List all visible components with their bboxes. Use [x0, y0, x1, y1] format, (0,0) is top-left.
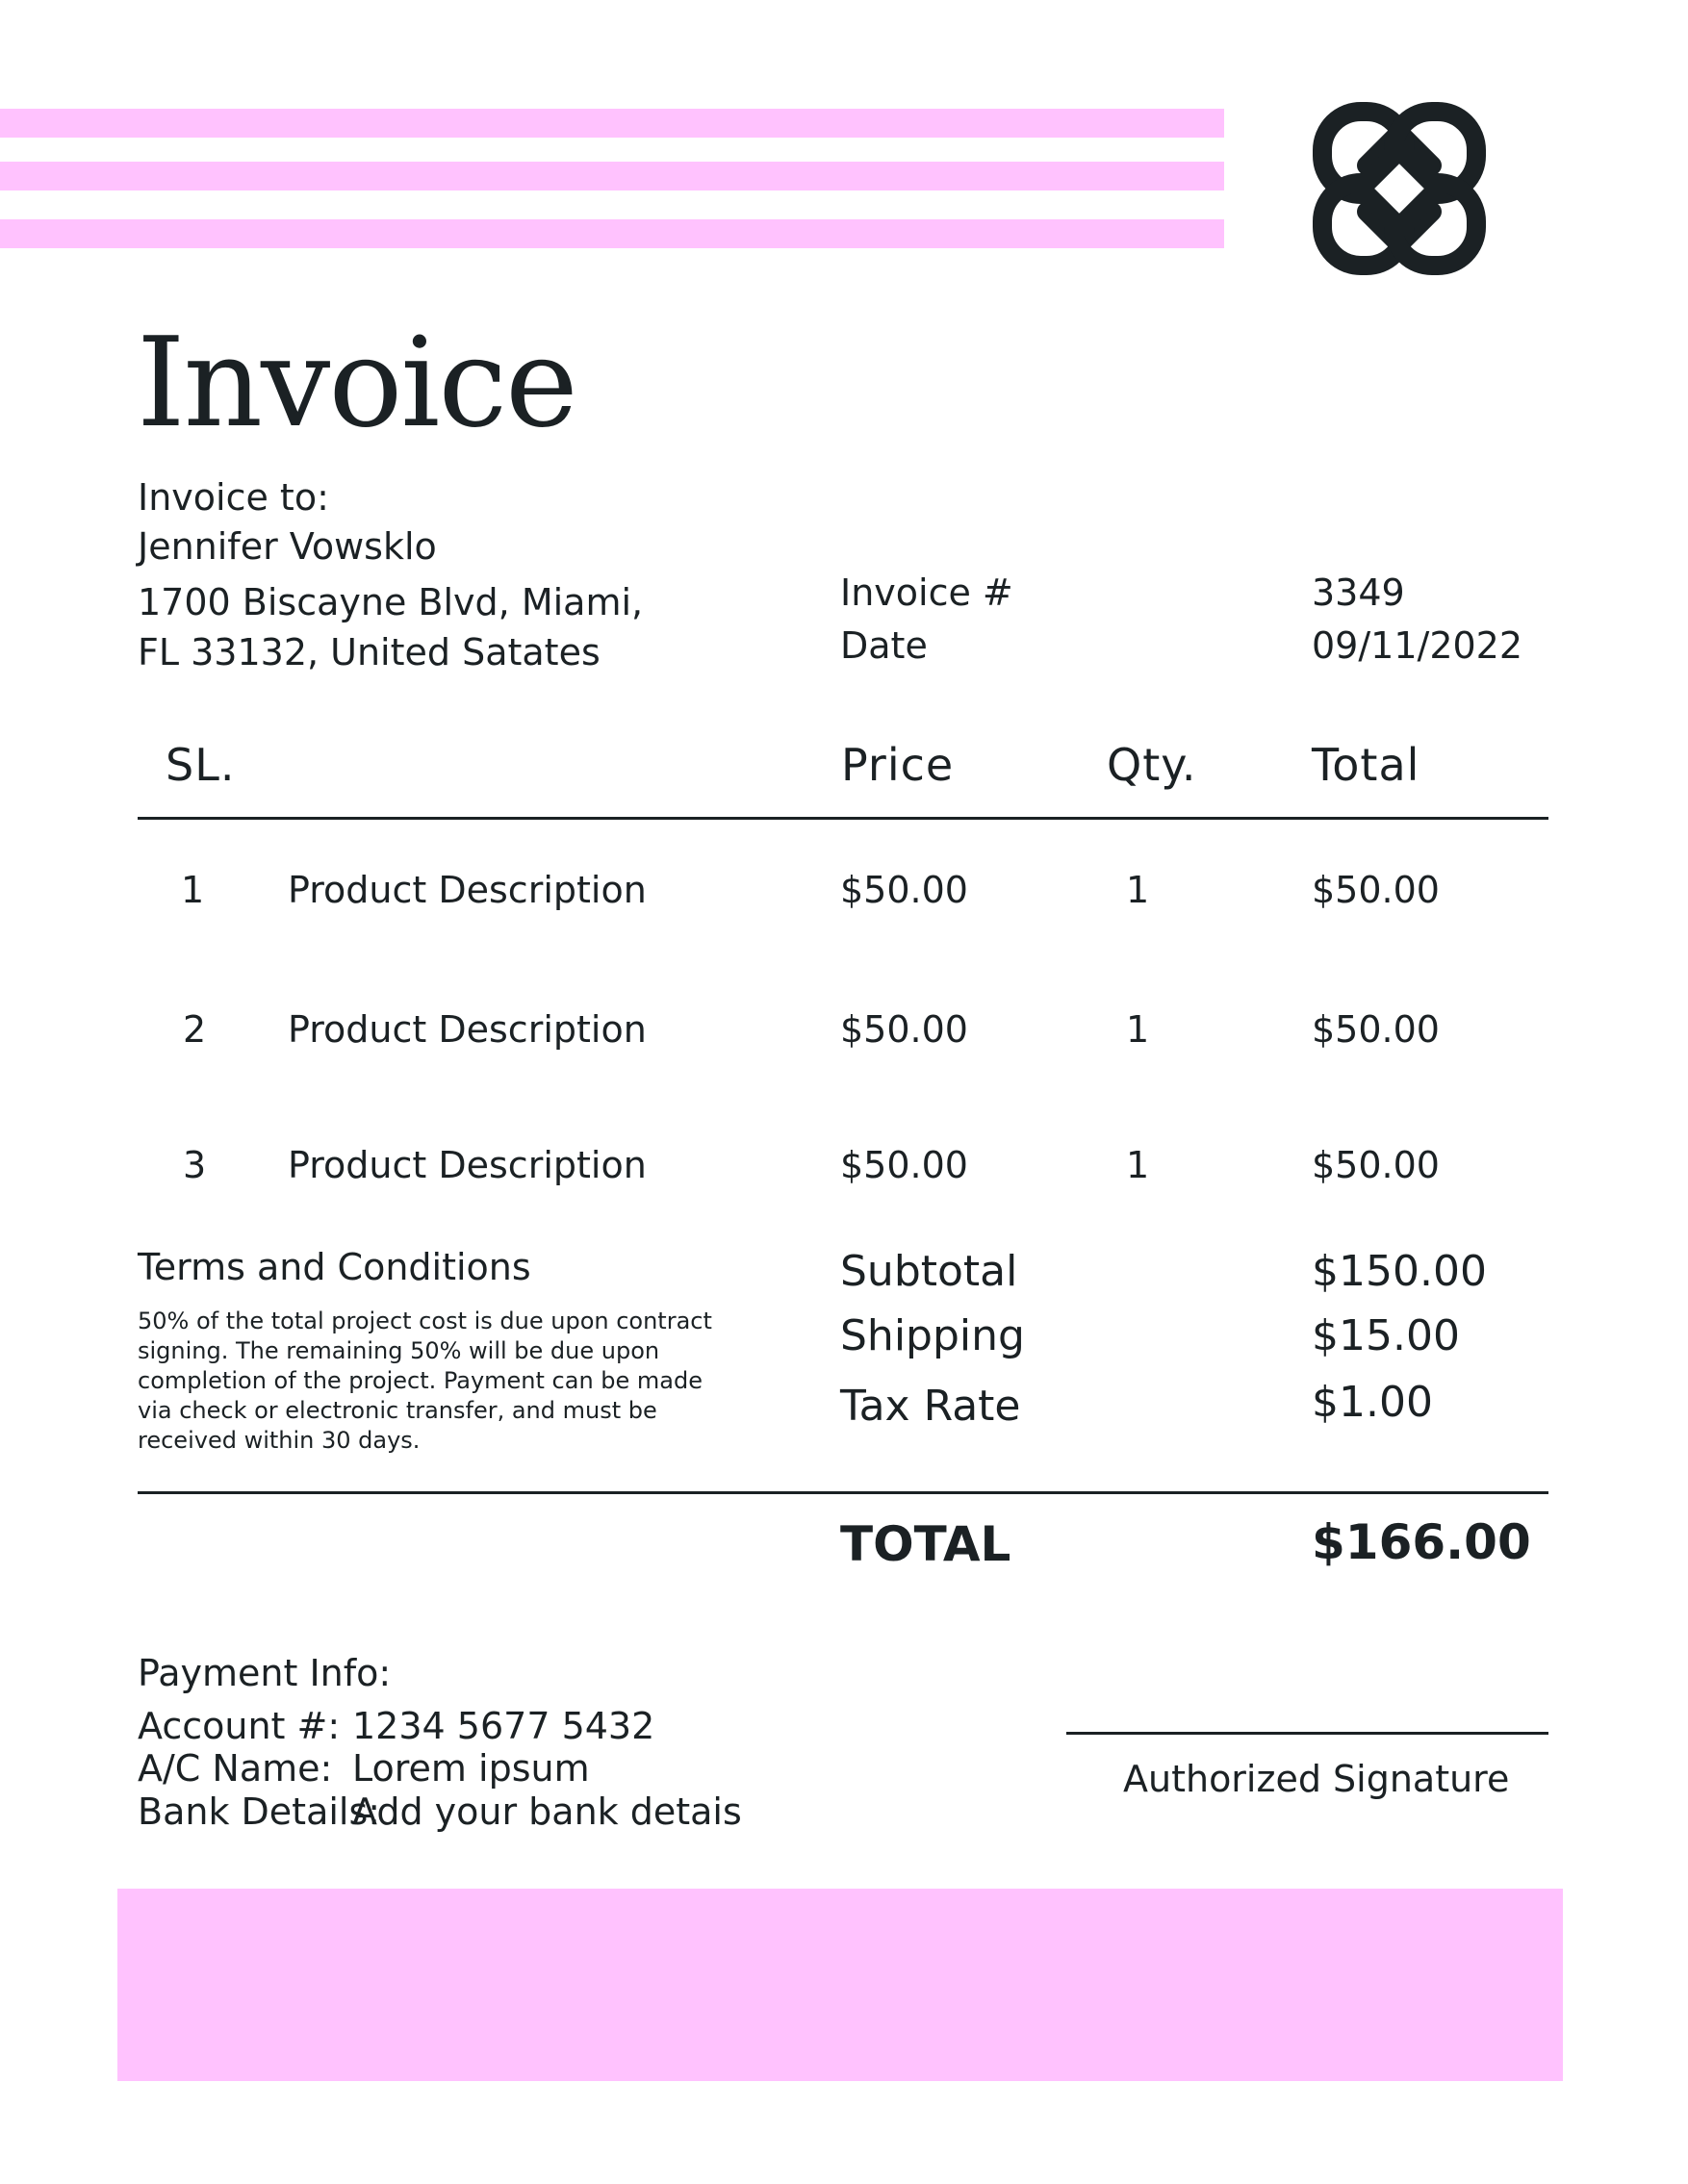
shipping-label: Shipping	[840, 1311, 1025, 1360]
table-header-qty: Qty.	[1107, 739, 1197, 791]
subtotal-value: $150.00	[1312, 1247, 1487, 1296]
account-number-label: Account #:	[138, 1705, 341, 1747]
table-header-rule	[138, 817, 1548, 820]
invoice-title: Invoice	[137, 312, 576, 455]
invoice-number-label: Invoice #	[840, 571, 1013, 614]
row-description: Product Description	[288, 1008, 647, 1051]
invoice-to-label: Invoice to:	[138, 476, 329, 519]
row-qty: 1	[1126, 1144, 1150, 1186]
customer-address-line1: 1700 Biscayne Blvd, Miami,	[138, 581, 644, 623]
tax-value: $1.00	[1312, 1378, 1433, 1427]
row-sl: 3	[183, 1144, 207, 1186]
table-header-sl: SL.	[166, 739, 236, 791]
invoice-number-value: 3349	[1312, 571, 1405, 614]
table-row	[0, 861, 1688, 919]
account-number-value: 1234 5677 5432	[352, 1705, 655, 1747]
header-stripe-top	[0, 109, 1224, 138]
table-header-price: Price	[841, 739, 955, 791]
signature-line	[1066, 1732, 1548, 1735]
table-row	[0, 1001, 1688, 1058]
row-description: Product Description	[288, 1144, 647, 1186]
shipping-value: $15.00	[1312, 1311, 1460, 1360]
total-rule	[138, 1491, 1548, 1494]
row-sl: 2	[183, 1008, 207, 1051]
row-total: $50.00	[1312, 1008, 1440, 1051]
table-row	[0, 1136, 1688, 1194]
terms-title: Terms and Conditions	[138, 1246, 531, 1288]
header-stripe-bottom	[0, 219, 1224, 248]
signature-label: Authorized Signature	[1123, 1758, 1510, 1800]
interlocked-knot-logo-icon	[1305, 94, 1494, 283]
row-price: $50.00	[840, 1008, 968, 1051]
account-name-value: Lorem ipsum	[352, 1747, 590, 1790]
row-total: $50.00	[1312, 1144, 1440, 1186]
row-sl: 1	[181, 869, 205, 911]
date-value: 09/11/2022	[1312, 624, 1523, 667]
total-label: TOTAL	[840, 1516, 1011, 1572]
row-price: $50.00	[840, 1144, 968, 1186]
terms-body: 50% of the total project cost is due upon contract signing. The remaining 50% will be due upon completion of the project. Payment can be made via check or electronic transfer, and must be received within 30 days.	[138, 1308, 712, 1454]
payment-info-title: Payment Info:	[138, 1652, 392, 1694]
row-qty: 1	[1126, 869, 1150, 911]
bank-details-value: Add your bank detais	[352, 1790, 742, 1833]
date-label: Date	[840, 624, 928, 667]
row-total: $50.00	[1312, 869, 1440, 911]
row-description: Product Description	[288, 869, 647, 911]
table-header-total: Total	[1312, 739, 1420, 791]
customer-name: Jennifer Vowsklo	[138, 525, 437, 568]
subtotal-label: Subtotal	[840, 1247, 1018, 1296]
tax-label: Tax Rate	[840, 1382, 1021, 1431]
row-qty: 1	[1126, 1008, 1150, 1051]
bank-details-label: Bank Details:	[138, 1790, 381, 1833]
customer-address-line2: FL 33132, United Satates	[138, 631, 601, 673]
row-price: $50.00	[840, 869, 968, 911]
header-stripe-middle	[0, 162, 1224, 190]
footer-color-band	[117, 1889, 1563, 2081]
account-name-label: A/C Name:	[138, 1747, 333, 1790]
total-value: $166.00	[1312, 1514, 1531, 1570]
